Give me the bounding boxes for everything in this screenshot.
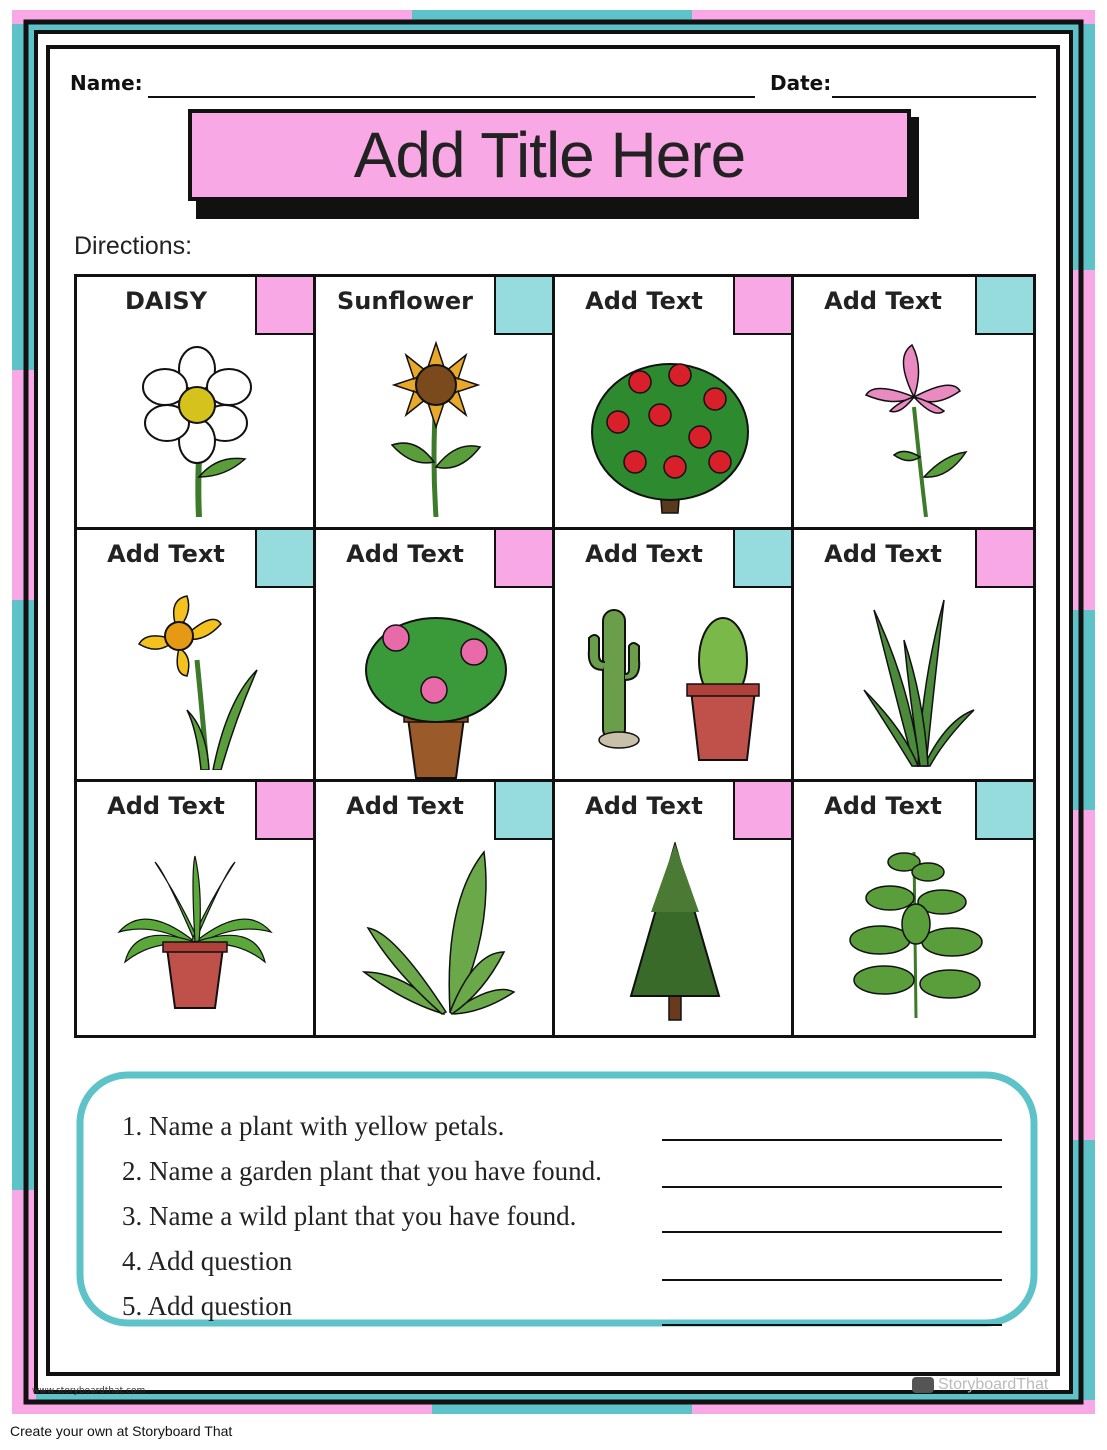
- color-swatch: [733, 530, 791, 588]
- color-swatch: [733, 277, 791, 335]
- questions-box: [74, 1069, 1040, 1329]
- watermark-text: www.storyboardthat.com: [32, 1386, 146, 1396]
- answer-line-4[interactable]: [662, 1279, 1002, 1281]
- daffodil-icon: [117, 590, 277, 770]
- cell-label: DAISY: [124, 287, 208, 315]
- cell-label: Sunflower: [336, 287, 474, 315]
- cell-label: Add Text: [824, 539, 942, 568]
- date-field[interactable]: [832, 96, 1036, 98]
- grass-plant-icon: [834, 590, 994, 770]
- color-swatch: [494, 277, 552, 335]
- grid-cell-daisy[interactable]: [77, 277, 316, 530]
- daisy-icon: [117, 337, 277, 517]
- color-swatch: [494, 530, 552, 588]
- grid-cell-10[interactable]: [316, 782, 555, 1035]
- rose-bush-icon: [575, 337, 765, 517]
- cell-label: Add Text: [585, 539, 703, 568]
- question-3: 3. Name a wild plant that you have found.: [122, 1201, 577, 1231]
- logo-text: StoryboardThat: [938, 1376, 1049, 1393]
- color-swatch: [255, 782, 313, 840]
- grid-cell-4[interactable]: [794, 277, 1033, 530]
- cell-label: Add Text: [107, 792, 225, 821]
- page-title: Add Title Here: [353, 119, 746, 191]
- grid-cell-9[interactable]: [77, 782, 316, 1035]
- pine-tree-icon: [595, 842, 755, 1022]
- color-swatch: [255, 277, 313, 335]
- cell-label: Add Text: [585, 287, 703, 315]
- cell-label: Add Text: [824, 792, 942, 821]
- grid-cell-5[interactable]: [77, 530, 316, 783]
- leafy-plant-icon: [334, 842, 534, 1022]
- name-label: Name:: [70, 71, 143, 95]
- grid-cell-8[interactable]: [794, 530, 1033, 783]
- answer-line-2[interactable]: [662, 1186, 1002, 1188]
- grid-cell-7[interactable]: [555, 530, 794, 783]
- cell-label: Add Text: [824, 287, 942, 315]
- color-swatch: [255, 530, 313, 588]
- cell-label: Add Text: [346, 539, 464, 568]
- grid-cell-12[interactable]: [794, 782, 1033, 1035]
- speech-bubble-icon: [912, 1377, 934, 1393]
- question-2: 2. Name a garden plant that you have found.: [122, 1156, 602, 1186]
- color-swatch: [975, 277, 1033, 335]
- plant-grid: [74, 274, 1036, 1038]
- grid-cell-11[interactable]: [555, 782, 794, 1035]
- answer-line-3[interactable]: [662, 1231, 1002, 1233]
- color-swatch: [494, 782, 552, 840]
- title-banner[interactable]: [188, 109, 911, 201]
- questions-frame: [74, 1069, 1040, 1329]
- question-1: 1. Name a plant with yellow petals.: [122, 1111, 505, 1141]
- color-swatch: [733, 782, 791, 840]
- cactus-icon: [583, 590, 763, 770]
- question-4: 4. Add question: [122, 1246, 293, 1276]
- answer-line-5[interactable]: [662, 1324, 1002, 1326]
- question-5: 5. Add question: [122, 1291, 293, 1321]
- potted-flower-bush-icon: [356, 608, 516, 783]
- lily-icon: [834, 337, 994, 517]
- grid-cell-sunflower[interactable]: [316, 277, 555, 530]
- cell-label: Add Text: [346, 792, 464, 821]
- storyboardthat-logo: [912, 1376, 1048, 1394]
- sunflower-icon: [356, 337, 516, 517]
- color-swatch: [975, 530, 1033, 588]
- cell-label: Add Text: [585, 792, 703, 821]
- cell-label: Add Text: [107, 539, 225, 568]
- herb-plant-icon: [834, 842, 994, 1022]
- grid-cell-3[interactable]: [555, 277, 794, 530]
- directions-label: Directions:: [74, 232, 193, 260]
- date-label: Date:: [770, 71, 832, 95]
- footer-credit[interactable]: Create your own at Storyboard That: [10, 1423, 233, 1439]
- grid-cell-6[interactable]: [316, 530, 555, 783]
- worksheet: [46, 45, 1060, 1376]
- color-swatch: [975, 782, 1033, 840]
- name-field[interactable]: [148, 96, 755, 98]
- spider-plant-icon: [95, 842, 295, 1022]
- answer-line-1[interactable]: [662, 1139, 1002, 1141]
